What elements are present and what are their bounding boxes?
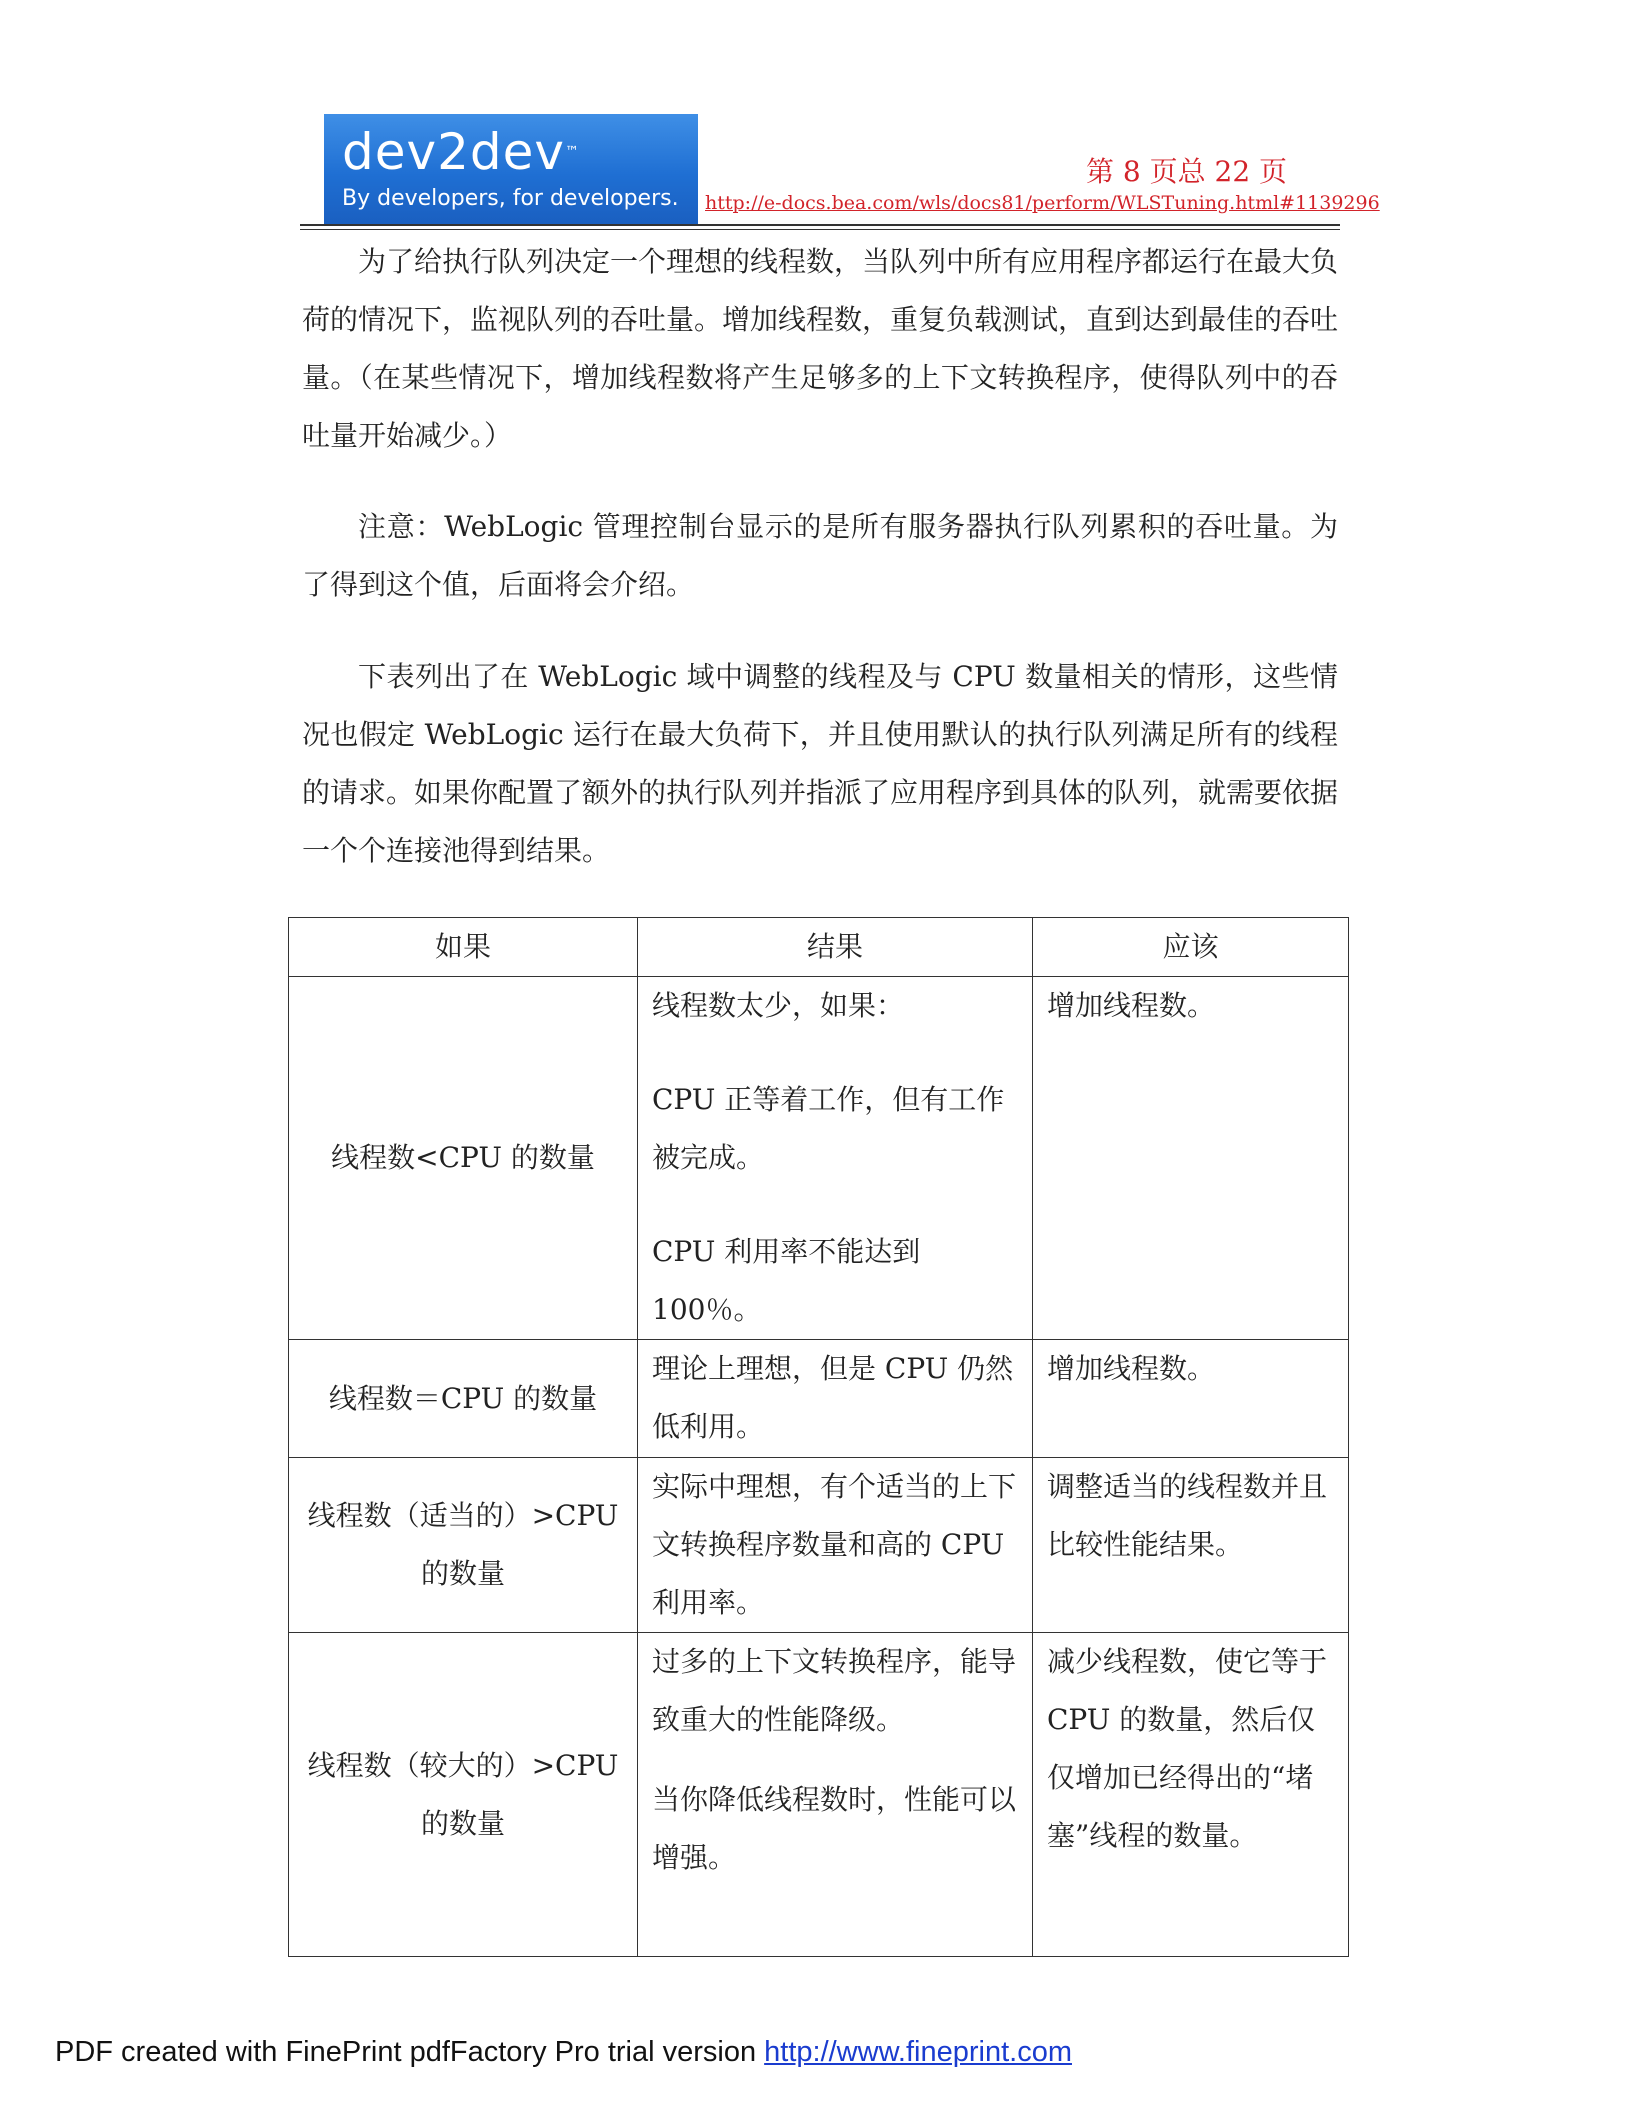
dev2dev-logo [324,114,698,225]
page-number: 第 8 页总 22 页 [1086,155,1288,188]
table-row [289,1633,1349,1957]
action-cell: 调整适当的线程数并且比较性能结果。 [1033,1458,1349,1633]
result-cell [638,1340,1033,1458]
logo-tagline: By developers, for developers. [342,186,679,211]
table-row [289,1340,1349,1458]
footer-text: PDF created with FinePrint pdfFactory Pro trial version [55,2036,765,2068]
result-text: 当你降低线程数时，性能可以增强。 [652,1783,1017,1874]
source-url-link[interactable]: http://e-docs.bea.com/wls/docs81/perform/WLSTuning.html#1139296 [705,192,1380,214]
condition-cell: 线程数＝CPU 的数量 [289,1340,638,1458]
result-cell [638,977,1033,1340]
thread-cpu-table [288,917,1349,1957]
table-row [289,977,1349,1340]
result-text: 理论上理想，但是 CPU 仍然低利用。 [652,1352,1014,1443]
body-paragraph-1: 为了给执行队列决定一个理想的线程数，当队列中所有应用程序都运行在最大负荷的情况下，监视队列的吞吐量。增加线程数，重复负载测试，直到达到最佳的吞吐量。（在某些情况下，增加线程数将产生足够多的上下文转换程序，使得队列中的吞吐量开始减少。） [302,245,1339,452]
result-text: 实际中理想，有个适当的上下文转换程序数量和高的 CPU 利用率。 [652,1470,1017,1619]
table-row [289,1458,1349,1633]
action-cell: 增加线程数。 [1033,977,1349,1340]
fineprint-link[interactable]: http://www.fineprint.com [764,2036,1072,2068]
header-result: 结果 [638,918,1033,977]
body-paragraph-3: 下表列出了在 WebLogic 域中调整的线程及与 CPU 数量相关的情形，这些情况也假定 WebLogic 运行在最大负荷下，并且使用默认的执行队列满足所有的线程的请求。如果你配置了额外的执行队列并指派了应用程序到具体的队列，就需要依据一个个连接池得到结果。 [302,660,1339,867]
header-rule [300,224,1340,226]
action-cell: 减少线程数，使它等于 CPU 的数量，然后仅仅增加已经得出的“堵塞”线程的数量。 [1033,1633,1349,1957]
result-cell [638,1458,1033,1633]
result-cell [638,1633,1033,1957]
result-text: 过多的上下文转换程序，能导致重大的性能降级。 [652,1645,1017,1736]
result-text: CPU 正等着工作，但有工作被完成。 [652,1083,1005,1174]
condition-cell: 线程数<CPU 的数量 [289,977,638,1340]
trademark-mark: ™ [565,144,580,160]
header-if: 如果 [289,918,638,977]
header-should: 应该 [1033,918,1349,977]
body-paragraph-2: 注意：WebLogic 管理控制台显示的是所有服务器执行队列累积的吞吐量。为了得到这个值，后面将会介绍。 [302,510,1338,601]
result-text: 线程数太少，如果： [652,989,905,1022]
pdf-footer [55,2036,1072,2069]
condition-cell: 线程数（适当的）>CPU 的数量 [289,1458,638,1633]
logo-name: dev2dev™ [342,123,580,181]
action-cell: 增加线程数。 [1033,1340,1349,1458]
table-header-row [289,918,1349,977]
condition-cell: 线程数（较大的）>CPU 的数量 [289,1633,638,1957]
header-rule-thin [300,229,1340,230]
result-text: CPU 利用率不能达到 100％。 [652,1235,921,1326]
